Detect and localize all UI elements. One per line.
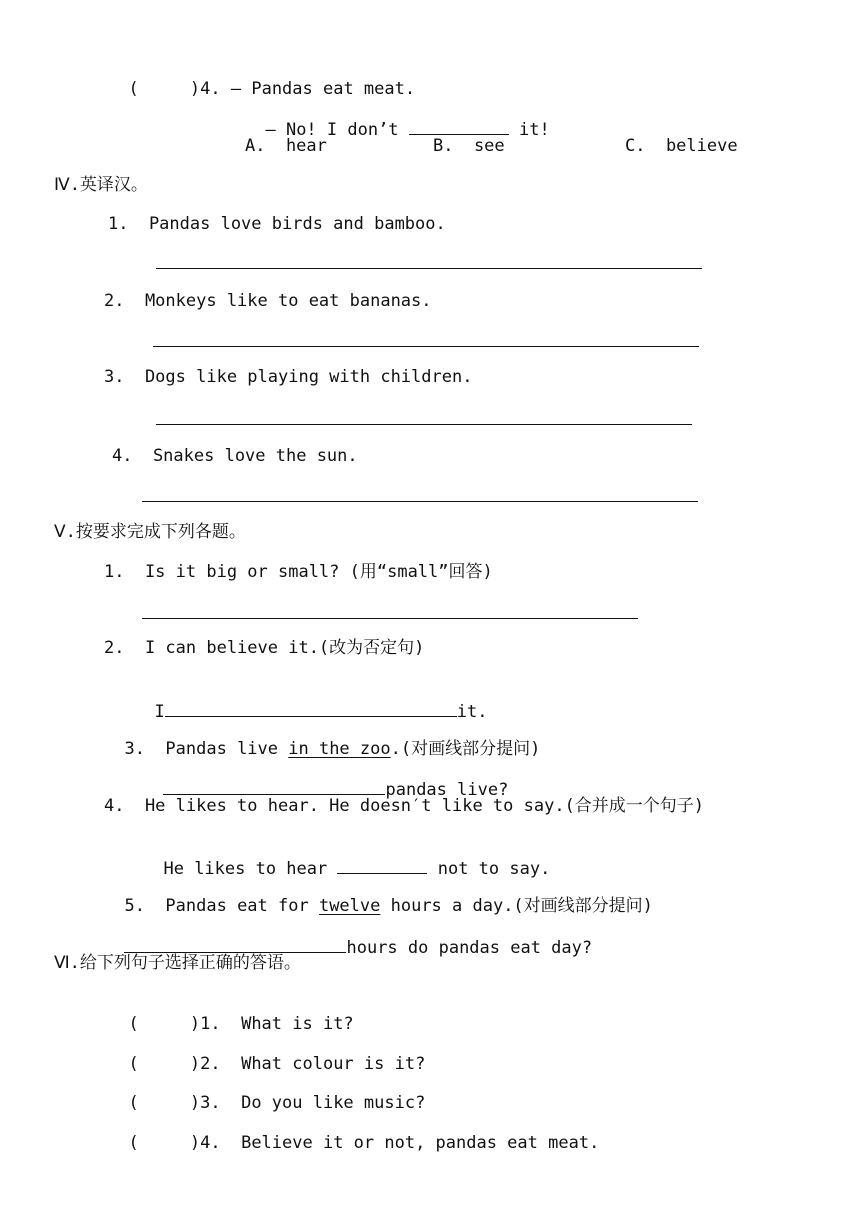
section5-item-3 bbox=[104, 716, 541, 759]
answer-post: hours do pandas eat day? bbox=[346, 938, 593, 958]
fill-blank[interactable] bbox=[124, 935, 346, 953]
answer-line[interactable] bbox=[142, 501, 698, 502]
item-number: 4. bbox=[200, 79, 221, 99]
answer-line[interactable] bbox=[156, 424, 692, 425]
section5-item-1: 1. Is it big or small? (用“small”回答) bbox=[104, 562, 493, 582]
section5-item-5-answer bbox=[104, 913, 593, 958]
item-text: 1. What is it? bbox=[200, 1014, 354, 1034]
answer-paren[interactable]: ( ) bbox=[128, 1054, 201, 1074]
q3-item4-line2 bbox=[245, 95, 550, 140]
item5-pre: 5. Pandas eat for bbox=[124, 896, 319, 916]
answer-line[interactable] bbox=[156, 268, 702, 269]
section5-item-5 bbox=[104, 873, 653, 916]
item-text: — Pandas eat meat. bbox=[230, 79, 416, 99]
item-text: 2. What colour is it? bbox=[200, 1054, 426, 1074]
section5-heading: Ⅴ.按要求完成下列各题。 bbox=[54, 522, 246, 542]
answer-line[interactable] bbox=[153, 346, 699, 347]
option-a: A. hear bbox=[245, 136, 327, 156]
section6-heading: Ⅵ.给下列句子选择正确的答语。 bbox=[54, 953, 301, 973]
section6-item-3 bbox=[108, 1070, 426, 1113]
section5-item-2: 2. I can believe it.(改为否定句) bbox=[104, 638, 425, 658]
section4-heading: Ⅳ.英译汉。 bbox=[54, 175, 148, 195]
q3-item4-line1 bbox=[108, 56, 416, 99]
section6-item-4 bbox=[108, 1110, 600, 1153]
answer-pre: He likes to hear bbox=[163, 859, 338, 879]
section5-item-4-answer bbox=[143, 834, 551, 879]
answer-paren[interactable]: ( ) bbox=[128, 1133, 201, 1153]
section5-item-2-answer bbox=[134, 677, 488, 722]
section4-item-4: 4. Snakes love the sun. bbox=[112, 446, 358, 466]
answer-paren[interactable]: ( ) bbox=[128, 1014, 201, 1034]
underlined-phrase: in the zoo bbox=[288, 739, 391, 759]
fill-blank[interactable] bbox=[409, 117, 509, 135]
fill-blank[interactable] bbox=[337, 856, 427, 874]
item3-pre: 3. Pandas live bbox=[124, 739, 289, 759]
section6-item-1 bbox=[108, 991, 354, 1034]
section5-item-4: 4. He likes to hear. He doesn′t like to say.(合并成一个句子) bbox=[104, 796, 705, 816]
section6-item-2 bbox=[108, 1031, 426, 1074]
item-text: 4. Believe it or not, pandas eat meat. bbox=[200, 1133, 600, 1153]
item5-post: hours a day.(对画线部分提问) bbox=[380, 896, 653, 916]
answer-line[interactable] bbox=[142, 618, 638, 619]
line2-post: it! bbox=[508, 120, 550, 140]
section4-item-2: 2. Monkeys like to eat bananas. bbox=[104, 291, 432, 311]
item3-post: .(对画线部分提问) bbox=[390, 739, 541, 759]
answer-post: not to say. bbox=[427, 859, 551, 879]
answer-paren: ( ) bbox=[128, 79, 201, 99]
item-text: 3. Do you like music? bbox=[200, 1093, 426, 1113]
option-c: C. believe bbox=[625, 136, 738, 156]
answer-paren[interactable]: ( ) bbox=[128, 1093, 201, 1113]
fill-blank[interactable] bbox=[163, 777, 385, 795]
answer-pre: I bbox=[154, 702, 165, 722]
line2-pre: — No! I don’t bbox=[265, 120, 409, 140]
section4-item-3: 3. Dogs like playing with children. bbox=[104, 367, 473, 387]
option-b: B. see bbox=[433, 136, 505, 156]
underlined-word: twelve bbox=[318, 896, 381, 916]
fill-blank[interactable] bbox=[165, 699, 457, 717]
answer-post: it. bbox=[456, 702, 488, 722]
section5-item-3-answer bbox=[143, 755, 509, 800]
section4-item-1: 1. Pandas love birds and bamboo. bbox=[108, 214, 446, 234]
answer-post: pandas live? bbox=[385, 780, 509, 800]
